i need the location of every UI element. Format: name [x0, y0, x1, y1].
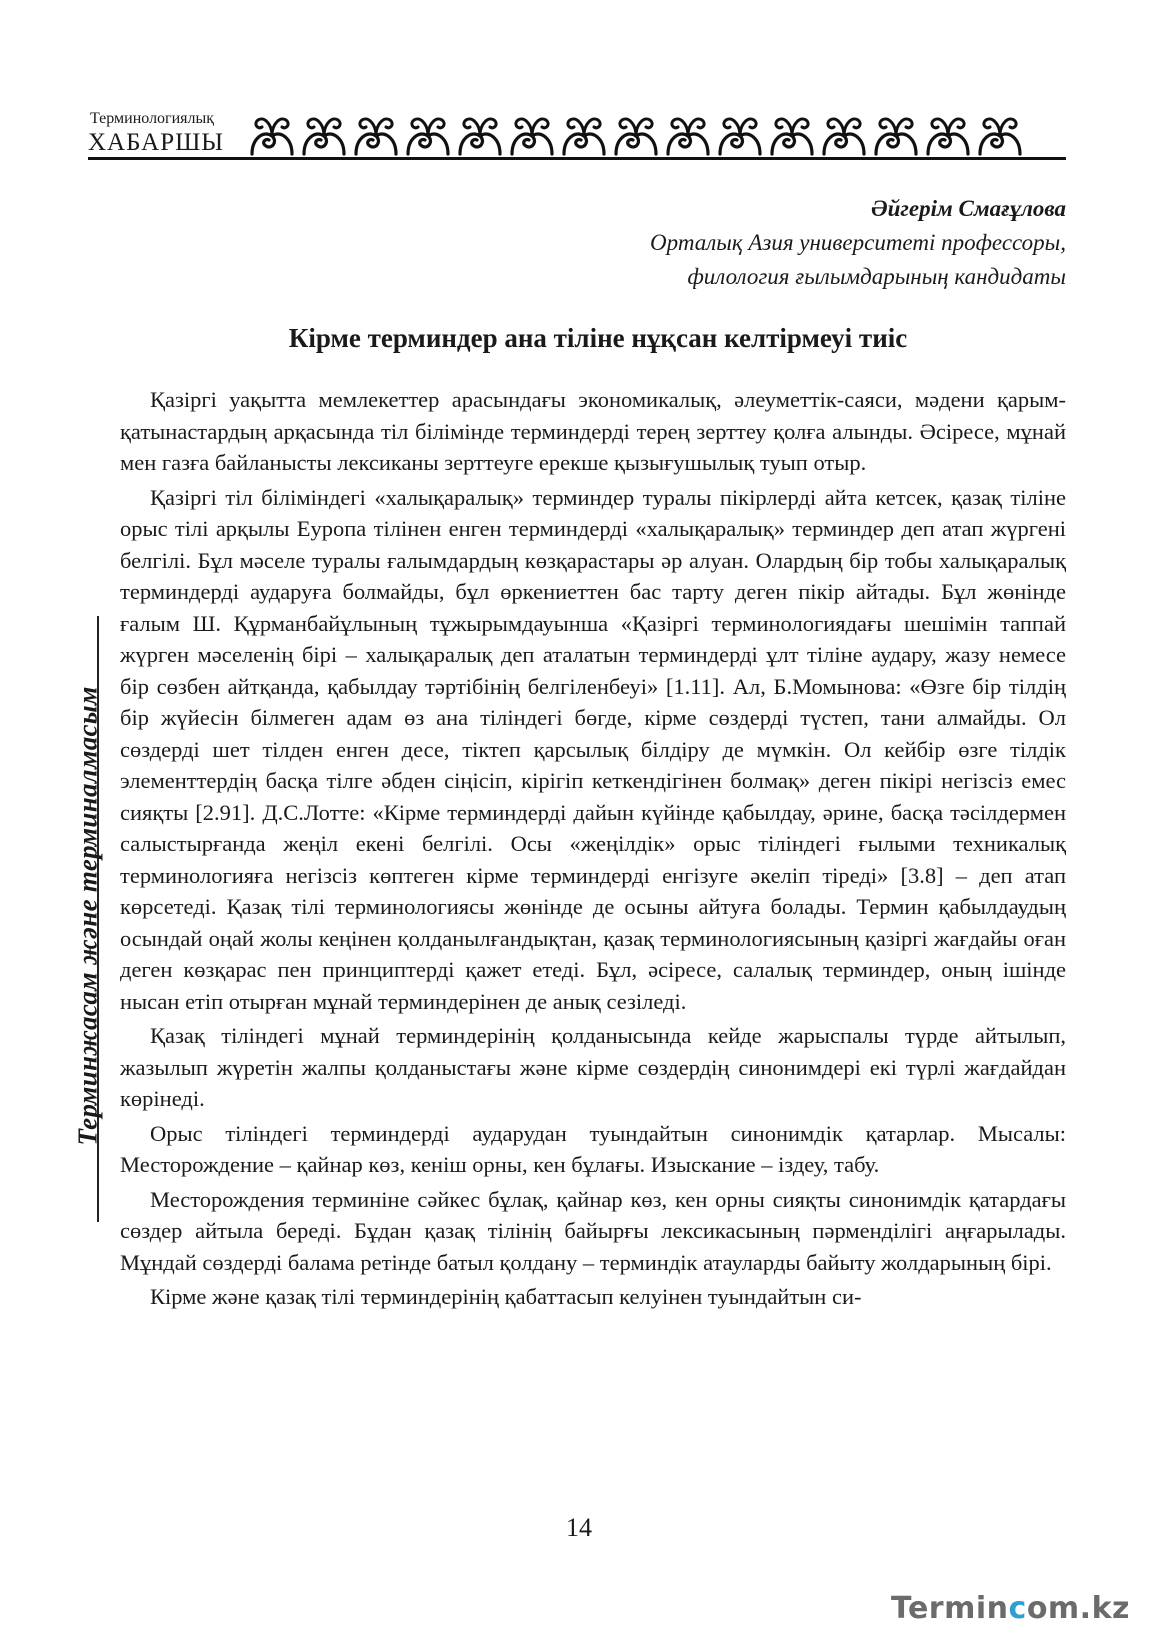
ornament-motif	[772, 119, 812, 154]
journal-header	[88, 108, 1066, 160]
ornament-motif	[460, 119, 500, 154]
article-title: Кірме терминдер ана тіліне нұқсан келтірмеуі тиіс	[288, 323, 908, 353]
ornament-motif	[668, 119, 708, 154]
author-name: Әйгерім Смағұлова	[870, 196, 1066, 221]
site-watermark[interactable]	[891, 1592, 1130, 1626]
ornament-motif	[252, 119, 292, 154]
section-label-text: Терминжасам және терминалмасым	[72, 686, 103, 1146]
paragraph: Месторождения терминіне сәйкес бұлақ, қайнар көз, кен орны сияқты синонимдік қатардағы сөздер айтыла береді. Бұдан қазақ тілінің байырғы лексикасының пәрменділігі аңғарылады. Мұндай сөздерді балама ретінде батыл қолдану – терминдік атауларды байыту жолдарының бірі.	[120, 1186, 1066, 1275]
ornament-motif	[408, 119, 448, 154]
journal-title-top: Терминологиялық	[90, 110, 215, 127]
ornament-motif	[876, 119, 916, 154]
ornament-motif	[304, 119, 344, 154]
author-block	[650, 192, 1066, 294]
section-label	[64, 616, 112, 1216]
page-number: 14	[566, 1513, 592, 1542]
ornament-motif	[616, 119, 656, 154]
paragraph: Кірме және қазақ тілі терминдерінің қабаттасып келуінен туындайтын си-	[150, 1284, 862, 1309]
ornament-motif	[356, 119, 396, 154]
watermark-part: om.kz	[1026, 1591, 1130, 1626]
author-degree: филология ғылымдарының кандидаты	[687, 264, 1066, 289]
ornament-motif	[512, 119, 552, 154]
watermark-highlight: c	[1008, 1591, 1027, 1626]
journal-title-main: ХАБАРШЫ	[88, 129, 225, 156]
ornament-motif	[564, 119, 604, 154]
ornament-border-icon	[244, 108, 1066, 158]
watermark-part: Termin	[890, 1591, 1009, 1626]
article-body	[120, 384, 1066, 1316]
header-divider	[88, 157, 1066, 160]
ornament-motif	[928, 119, 968, 154]
paragraph: Қазіргі тіл біліміндегі «халықаралық» терминдер туралы пікірлерді айта кетсек, қазақ тіліне орыс тілі арқылы Еуропа тілінен енген терминдерді «халықаралық» терминдер деп атап жүргені белгілі. Бұл мәселе туралы ғалымдардың көзқарастары әр алуан. Олардың бір тобы халықаралық терминдерді аударуға болмайды, бұл өркениеттен бас тарту деген пікір айтады. Бұл жөнінде ғалым Ш. Құрманбайұлының тұжырымдауынша «Қазіргі терминологиядағы шешімін таппай жүрген мәселенің бірі – халықаралық деп аталатын терминдерді ұлт тіліне аудару, жазу немесе бір сөзбен айтқанда, қабылдау тәртібінің белгіленбеуі» [1.11]. Ал, Б.Момынова: «Өзге бір тілдің бір жүйесін білмеген адам өз ана тіліндегі бөгде, кірме сөздерді түстеп, тани алмайды. Ол сөздерді шет тілден енген десе, тіктеп қарсылық білдіру де мүмкін. Ол кейбір өзге тілдік элементтердің басқа тілге әбден сіңісіп, кірігіп кеткендігінен болмақ» деген пікірі негізсіз емес сияқты [2.91]. Д.С.Лотте: «Кірме терминдерді дайын күйінде қабылдау, әрине, басқа тәсілдермен салыстырғанда жеңіл екені белгілі. Осы «жеңілдік» орыс тіліндегі ғылыми техникалық терминологияға негізсіз көптеген кірме терминдерді енгізуге әкеліп тіреді» [3.8] – деп атап көрсетеді. Қазақ тілі терминологиясы жөнінде де осыны айтуға болады. Термин қабылдаудың осындай оңай жолы кеңінен қолданылғандықтан, қазақ терминологиясының қазіргі жағдайы оған деген көзқарас пен принциптерді қажет етеді. Бұл, әсіресе, салалық терминдер, оның ішінде нысан етіп отырған мұнай терминдерінен де анық сезіледі.	[120, 484, 1066, 1014]
ornament-motif	[980, 119, 1020, 154]
ornament-motif	[720, 119, 760, 154]
paragraph: Орыс тіліндегі терминдерді аударудан туындайтын синонимдік қатарлар. Мысалы: Месторождение – қайнар көз, кеніш орны, кен бұлағы. Изыскание – іздеу, табу.	[120, 1120, 1066, 1177]
paragraph: Қазіргі уақытта мемлекеттер арасындағы экономикалық, әлеуметтік-саяси, мәдени қарым-қатынастардың арқасында тіл білімінде терминдерді терең зерттеу қолға алынды. Әсіресе, мұнай мен газға байланысты лексиканы зерттеуге ерекше қызығушылық туып отыр.	[120, 387, 1066, 475]
author-position: Орталық Азия университеті профессоры,	[650, 230, 1066, 255]
ornament-motif	[824, 119, 864, 154]
paragraph: Қазақ тіліндегі мұнай терминдерінің қолданысында кейде жарыспалы түрде айтылып, жазылып жүретін жалпы қолданыстағы және кірме сөздердің синонимдері екі түрлі жағдайдан көрінеді.	[120, 1023, 1066, 1111]
